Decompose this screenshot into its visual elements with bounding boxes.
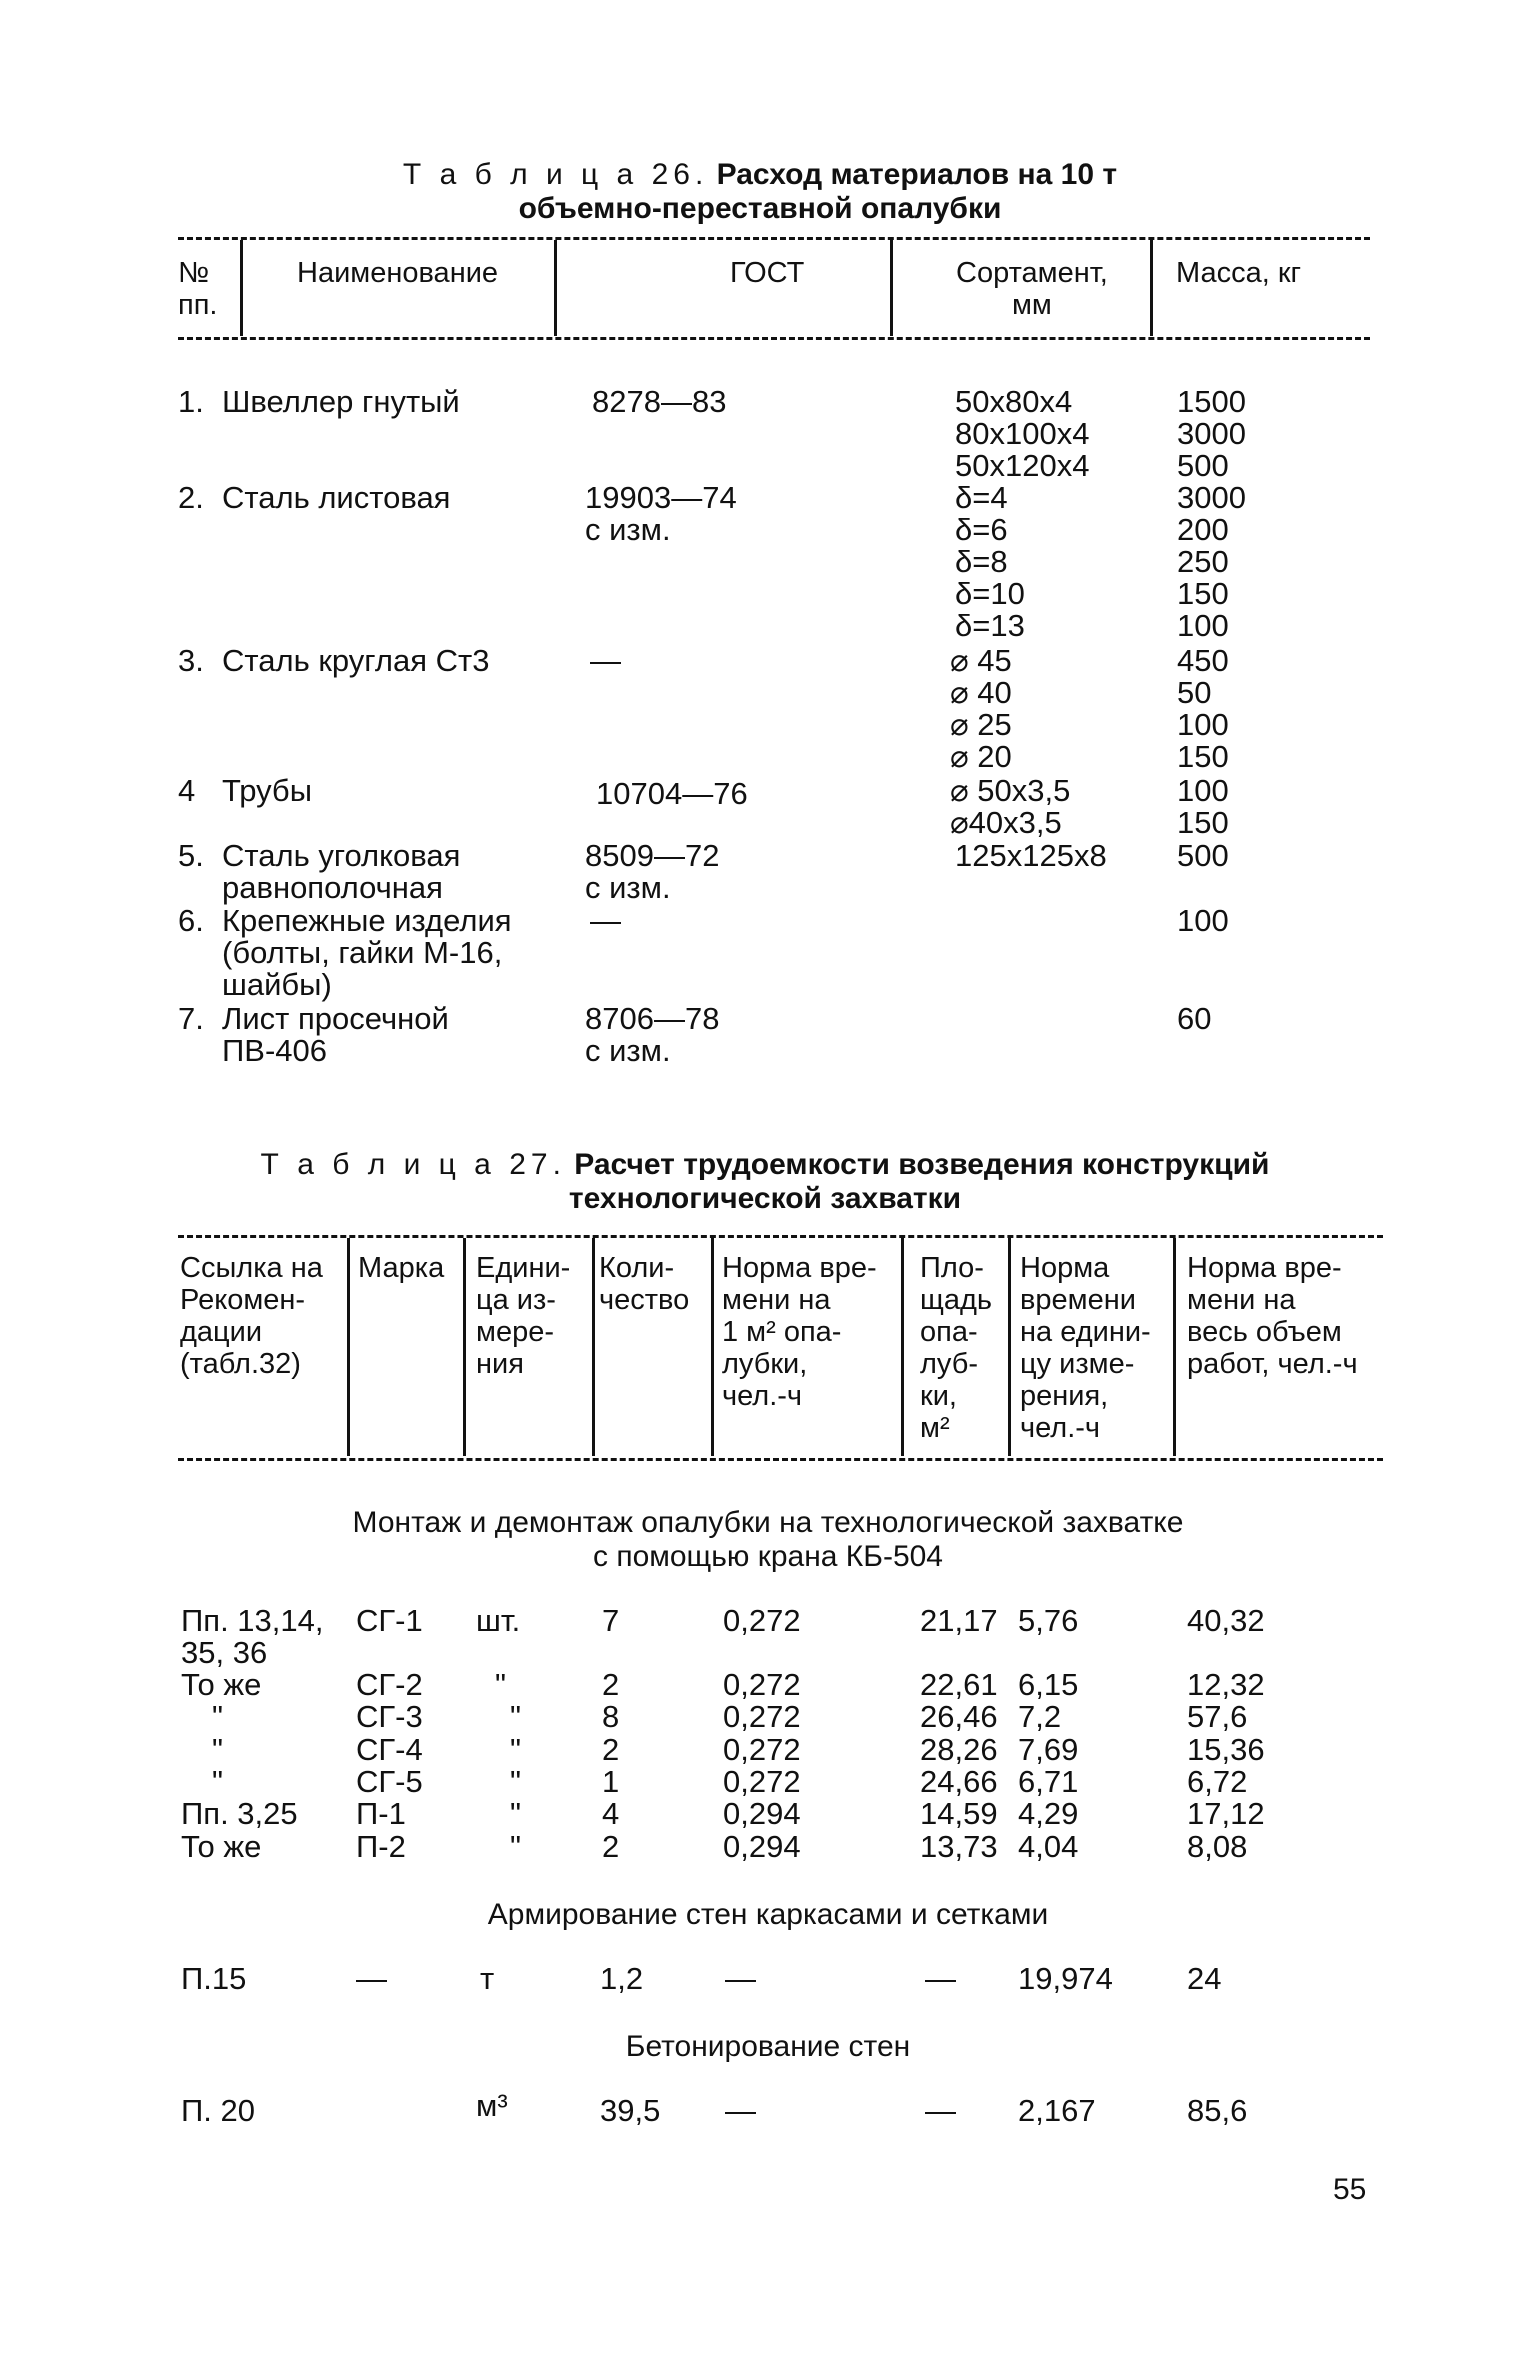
table27-s1-row6-unit-norm: 4,29 — [1018, 1796, 1079, 1831]
table26-row6-mass: 100 — [1177, 903, 1229, 938]
table26-col-divider — [890, 240, 893, 336]
table27-s1-row2-area: 22,61 — [920, 1667, 998, 1702]
table27-s1-row2-norm: 0,272 — [723, 1667, 801, 1702]
table27-col-divider — [592, 1238, 595, 1456]
table27-s1-row2-total: 12,32 — [1187, 1667, 1265, 1702]
table27-col-divider — [711, 1238, 714, 1456]
table26-header-rule — [178, 337, 1370, 340]
table27-s1-row6-norm: 0,294 — [723, 1796, 801, 1831]
table27-s1-row1-mark: СГ-1 — [356, 1603, 423, 1638]
table27-s1-row1-qty: 7 — [602, 1603, 620, 1638]
table27-s2-row1-norm: — — [725, 1961, 756, 1996]
table26-row7-mass: 60 — [1177, 1001, 1212, 1036]
table27-s1-row3-area: 26,46 — [920, 1699, 998, 1734]
table27-header-mark: Марка — [358, 1252, 445, 1284]
table27-header-unit: Едини- ца из- мере- ния — [476, 1252, 571, 1380]
table27-s1-row3-total: 57,6 — [1187, 1699, 1248, 1734]
table27-s1-row6-area: 14,59 — [920, 1796, 998, 1831]
table27-s1-row3-ref: " — [212, 1699, 224, 1734]
table26-row1-mass: 1500 3000 500 — [1177, 384, 1246, 483]
table26-row3-mass: 450 50 100 150 — [1177, 643, 1229, 774]
table26-row5-sort: 125х125х8 — [955, 838, 1107, 873]
table27-s1-row4-unit: " — [510, 1732, 522, 1767]
table27-s3-row1-ref: П. 20 — [181, 2093, 255, 2128]
table27-header-rule — [178, 1458, 1383, 1461]
table27-s1-row1-total: 40,32 — [1187, 1603, 1265, 1638]
table27-s1-row7-ref: То же — [181, 1829, 262, 1864]
table26-row7-name: Лист просечной ПВ-406 — [222, 1001, 449, 1068]
table27-s1-row3-norm: 0,272 — [723, 1699, 801, 1734]
table27-header-unit-norm: Норма времени на едини- цу изме- рения, чел.-ч — [1020, 1252, 1151, 1444]
table26-header-gost: ГОСТ — [730, 257, 805, 289]
table27-s1-row2-qty: 2 — [602, 1667, 620, 1702]
table26-col-divider — [240, 240, 243, 336]
table27-caption-subtitle: технологической захватки — [568, 1182, 962, 1215]
table27-s3-row1-area: — — [925, 2093, 956, 2128]
table27-s1-row6-qty: 4 — [602, 1796, 620, 1831]
table26-row3-sort: ⌀ 45 ⌀ 40 ⌀ 25 ⌀ 20 — [950, 643, 1012, 774]
table26-row7-gost: 8706—78 с изм. — [585, 1001, 720, 1068]
table27-s1-row5-norm: 0,272 — [723, 1764, 801, 1799]
table27-header-qty: Коли- чество — [599, 1252, 690, 1316]
table27-s1-row7-norm: 0,294 — [723, 1829, 801, 1864]
table27-col-divider — [901, 1238, 904, 1456]
table27-section3-title: Бетонирование стен — [625, 2030, 911, 2063]
table26-row4-mass: 100 150 — [1177, 773, 1229, 840]
table26-row4-gost: 10704—76 — [596, 776, 748, 811]
table27-s2-row1-area: — — [925, 1961, 956, 1996]
table27-s1-row4-total: 15,36 — [1187, 1732, 1265, 1767]
table26-row3-name: Сталь круглая Ст3 — [222, 643, 490, 678]
table26-row1-name: Швеллер гнутый — [222, 384, 460, 419]
table27-col-divider — [1008, 1238, 1011, 1456]
table26-caption — [300, 158, 1220, 226]
table26-header-mass: Масса, кг — [1176, 257, 1302, 289]
table26-header-name: Наименование — [297, 257, 499, 289]
table27-s2-row1-mark: — — [356, 1961, 387, 1996]
table27-s1-row7-total: 8,08 — [1187, 1829, 1248, 1864]
table27-s1-row4-unit-norm: 7,69 — [1018, 1732, 1079, 1767]
table26-col-divider — [554, 240, 557, 336]
table27-s2-row1-total: 24 — [1187, 1961, 1222, 1996]
table27-s2-row1-unit: т — [480, 1961, 495, 1996]
table27-s1-row4-ref: " — [212, 1732, 224, 1767]
table27-s1-row7-unit: " — [510, 1829, 522, 1864]
table26-top-rule — [178, 237, 1370, 240]
table27-s1-row6-total: 17,12 — [1187, 1796, 1265, 1831]
table27-s1-row5-mark: СГ-5 — [356, 1764, 423, 1799]
table27-s1-row1-norm: 0,272 — [723, 1603, 801, 1638]
table27-s1-row6-unit: " — [510, 1796, 522, 1831]
table27-s1-row1-ref: Пп. 13,14, 35, 36 — [181, 1603, 324, 1670]
table27-s1-row3-qty: 8 — [602, 1699, 620, 1734]
table27-section2-title: Армирование стен каркасами и сетками — [487, 1898, 1049, 1931]
table26-caption-title: Расход материалов на 10 т — [716, 158, 1118, 191]
table26-row2-gost: 19903—74 с изм. — [585, 480, 737, 547]
table27-s1-row2-unit-norm: 6,15 — [1018, 1667, 1079, 1702]
table27-s1-row1-area: 21,17 — [920, 1603, 998, 1638]
table27-s1-row1-unit: шт. — [476, 1603, 521, 1638]
table26-caption-subtitle: объемно-переставной опалубки — [518, 192, 1002, 225]
table26-row4-sort: ⌀ 50х3,5 ⌀40х3,5 — [950, 773, 1071, 840]
table26-row6-name: Крепежные изделия (болты, гайки М-16, шайбы) — [222, 903, 512, 1002]
table27-s1-row5-ref: " — [212, 1764, 224, 1799]
table27-s2-row1-qty: 1,2 — [600, 1961, 644, 1996]
table26-row4-num: 4 — [178, 773, 196, 808]
table27-s1-row2-unit: " — [495, 1667, 507, 1702]
table27-s1-row3-unit: " — [510, 1699, 522, 1734]
table26-header-num: № пп. — [178, 257, 218, 321]
table27-s1-row6-ref: Пп. 3,25 — [181, 1796, 298, 1831]
table27-s1-row3-mark: СГ-3 — [356, 1699, 423, 1734]
table26-row2-sort: δ=4 δ=6 δ=8 δ=10 δ=13 — [955, 480, 1025, 643]
table27-s2-row1-ref: П.15 — [181, 1961, 247, 1996]
table27-header-norm: Норма вре- мени на 1 м² опа- лубки, чел.-ч — [722, 1252, 877, 1412]
table27-s1-row5-qty: 1 — [602, 1764, 620, 1799]
table27-caption — [240, 1148, 1290, 1216]
table26-row6-gost: — — [590, 903, 621, 938]
table27-s1-row4-mark: СГ-4 — [356, 1732, 423, 1767]
table26-row7-num: 7. — [178, 1001, 204, 1036]
table26-row3-gost: — — [590, 643, 621, 678]
table27-s1-row7-mark: П-2 — [356, 1829, 406, 1864]
table27-s3-row1-qty: 39,5 — [600, 2093, 661, 2128]
table26-caption-lead: Т а б л и ц а 26. — [402, 158, 709, 191]
table27-s3-row1-unit-norm: 2,167 — [1018, 2093, 1096, 2128]
table27-s1-row7-unit-norm: 4,04 — [1018, 1829, 1079, 1864]
table27-col-divider — [347, 1238, 350, 1456]
table27-s3-row1-total: 85,6 — [1187, 2093, 1248, 2128]
table27-s1-row5-unit: " — [510, 1764, 522, 1799]
table27-caption-lead: Т а б л и ц а 27. — [260, 1148, 566, 1181]
table27-s1-row5-unit-norm: 6,71 — [1018, 1764, 1079, 1799]
table26-col-divider — [1150, 240, 1153, 336]
table27-s1-row7-qty: 2 — [602, 1829, 620, 1864]
table27-header-ref: Ссылка на Рекомен- дации (табл.32) — [180, 1252, 323, 1380]
table26-row3-num: 3. — [178, 643, 204, 678]
table27-col-divider — [1173, 1238, 1176, 1456]
page-number: 55 — [1333, 2173, 1367, 2206]
table26-row6-num: 6. — [178, 903, 204, 938]
table27-s1-row2-mark: СГ-2 — [356, 1667, 423, 1702]
table26-row5-gost: 8509—72 с изм. — [585, 838, 720, 905]
table26-row1-num: 1. — [178, 384, 204, 419]
table27-top-rule — [178, 1235, 1383, 1238]
table26-row2-num: 2. — [178, 480, 204, 515]
table27-header-total: Норма вре- мени на весь объем работ, чел.-ч — [1187, 1252, 1358, 1380]
table26-row2-name: Сталь листовая — [222, 480, 451, 515]
table26-row1-gost: 8278—83 — [592, 384, 727, 419]
table27-s1-row4-qty: 2 — [602, 1732, 620, 1767]
table26-row2-mass: 3000 200 250 150 100 — [1177, 480, 1246, 643]
table27-s1-row6-mark: П-1 — [356, 1796, 406, 1831]
table27-s1-row7-area: 13,73 — [920, 1829, 998, 1864]
table27-s1-row2-ref: То же — [181, 1667, 262, 1702]
table26-row4-name: Трубы — [222, 773, 312, 808]
table27-caption-title: Расчет трудоемкости возведения конструкций — [574, 1148, 1270, 1181]
table26-row5-num: 5. — [178, 838, 204, 873]
table27-s1-row5-area: 24,66 — [920, 1764, 998, 1799]
table26-row5-name: Сталь уголковая равнополочная — [222, 838, 461, 905]
table26-row5-mass: 500 — [1177, 838, 1229, 873]
table27-s3-row1-unit: м³ — [476, 2088, 508, 2123]
table26-header-sort: Сортамент, мм — [956, 257, 1108, 321]
table27-s1-row4-area: 28,26 — [920, 1732, 998, 1767]
table27-s1-row4-norm: 0,272 — [723, 1732, 801, 1767]
table27-s3-row1-norm: — — [725, 2093, 756, 2128]
table27-s1-row3-unit-norm: 7,2 — [1018, 1699, 1062, 1734]
table27-col-divider — [463, 1238, 466, 1456]
table27-s1-row5-total: 6,72 — [1187, 1764, 1248, 1799]
table27-s1-row1-unit-norm: 5,76 — [1018, 1603, 1079, 1638]
table26-row1-sort: 50х80х4 80х100х4 50х120х4 — [955, 384, 1090, 483]
table27-section1-title: Монтаж и демонтаж опалубки на технологической захватке с помощью крана КБ-504 — [352, 1506, 1184, 1573]
table27-header-area: Пло- щадь опа- луб- ки, м² — [920, 1252, 993, 1444]
table27-s2-row1-unit-norm: 19,974 — [1018, 1961, 1113, 1996]
